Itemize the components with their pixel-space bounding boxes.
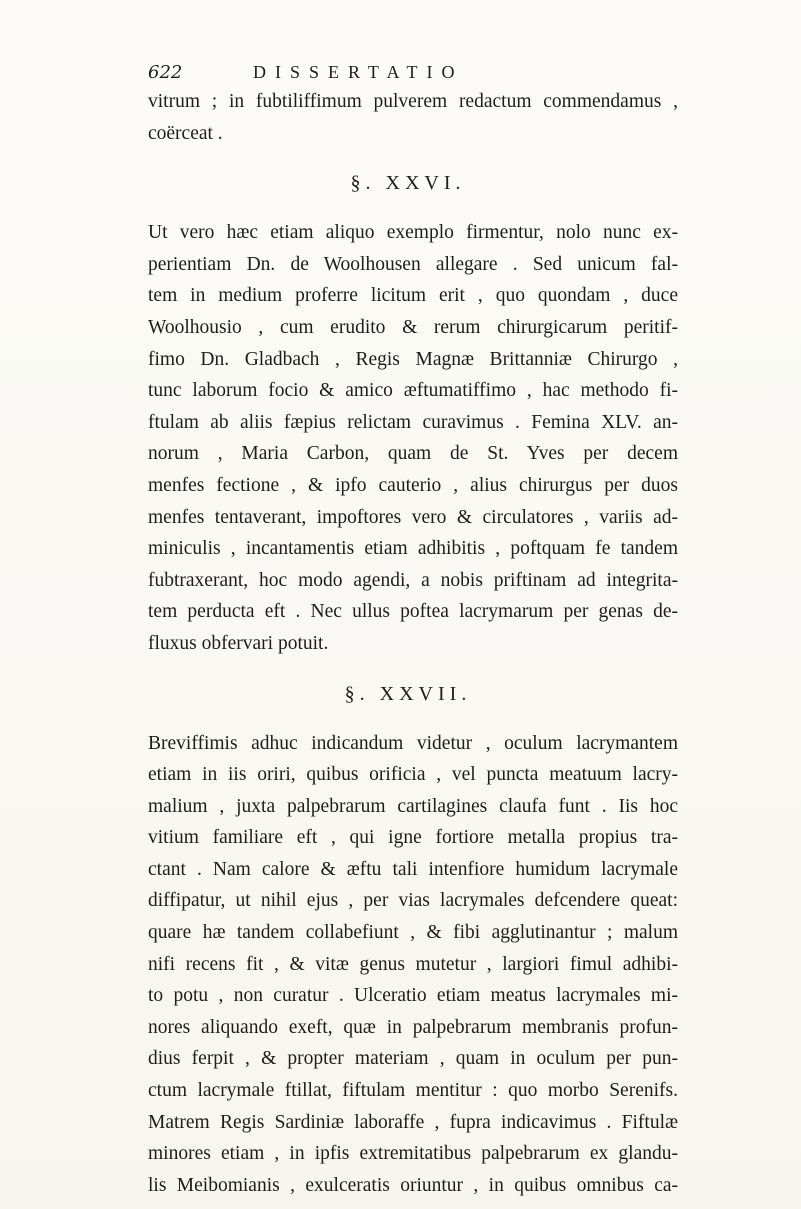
paragraph-3: [148, 728, 678, 1202]
body-text: [148, 86, 678, 1201]
text-line: Woolhousio , cum erudito & rerum chirurgicarum peritif-: [148, 316, 678, 338]
text-line: diffipatur, ut nihil ejus , per vias lacrymales defcendere queat:: [148, 890, 678, 912]
text-line: lis Meibomianis , exulceratis oriuntur , in quibus omnibus ca-: [148, 1174, 678, 1196]
text-line: vitrum ; in fubtiliffimum pulverem redactum commendamus ,: [148, 91, 678, 112]
text-line: malium , juxta palpebrarum cartilagines claufa funt . Iis hoc: [148, 795, 678, 817]
text-line: Ut vero hæc etiam aliquo exemplo firmentur, nolo nunc ex-: [148, 222, 678, 244]
page-number: 622: [148, 62, 183, 83]
text-line: ftulam ab aliis fæpius relictam curavimus . Femina XLV. an-: [148, 411, 678, 433]
text-line: tem perducta eft . Nec ullus poftea lacrymarum per genas de-: [148, 601, 678, 623]
text-line: fluxus obfervari potuit.: [148, 632, 329, 654]
text-line: perientiam Dn. de Woolhousen allegare . Sed unicum fal-: [148, 253, 678, 275]
text-line: Breviffimis adhuc indicandum videtur , oculum lacrymantem: [148, 732, 678, 754]
section-heading-26: §. XXVI.: [350, 172, 466, 195]
text-line: vitium familiare eft , qui igne fortiore metalla propius tra-: [148, 827, 678, 849]
text-line: nores aliquando exeft, quæ in palpebrarum membranis profun-: [148, 1016, 678, 1038]
text-line: norum , Maria Carbon, quam de St. Yves per decem: [148, 443, 678, 465]
text-line: to potu , non curatur . Ulceratio etiam meatus lacrymales mi-: [148, 985, 678, 1007]
text-line: etiam in iis oriri, quibus orificia , vel puncta meatuum lacry-: [148, 764, 678, 786]
text-line: tem in medium proferre licitum erit , quo quondam , duce: [148, 285, 678, 307]
section-heading-27: §. XXVII.: [344, 682, 472, 705]
text-line: ctant . Nam calore & æftu tali intenfiore humidum lacrymale: [148, 858, 678, 880]
text-line: dius ferpit , & propter materiam , quam in oculum per pun-: [148, 1048, 678, 1070]
text-line: nifi recens fit , & vitæ genus mutetur , largiori fimul adhibi-: [148, 953, 678, 975]
paragraph-1: [148, 86, 678, 149]
text-line: tunc laborum focio & amico æftumatiffimo , hac methodo fi-: [148, 380, 678, 402]
text-line: fimo Dn. Gladbach , Regis Magnæ Brittanniæ Chirurgo ,: [148, 348, 678, 370]
running-head-title: DISSERTATIO: [253, 62, 464, 82]
text-line: menfes fectione , & ipfo cauterio , alius chirurgus per duos: [148, 474, 678, 496]
text-line: miniculis , incantamentis etiam adhibitis , poftquam fe tandem: [148, 538, 678, 560]
text-line: menfes tentaverant, impoftores vero & circulatores , variis ad-: [148, 506, 678, 528]
text-line: coërceat .: [148, 122, 223, 144]
running-head: [148, 62, 668, 88]
paragraph-2: [148, 217, 678, 659]
text-line: Matrem Regis Sardiniæ laboraffe , fupra indicavimus . Fiftulæ: [148, 1111, 678, 1133]
text-line: fubtraxerant, hoc modo agendi, a nobis priftinam ad integrita-: [148, 569, 678, 591]
text-line: ctum lacrymale ftillat, fiftulam mentitur : quo morbo Serenifs.: [148, 1080, 678, 1102]
text-line: minores etiam , in ipfis extremitatibus palpebrarum ex glandu-: [148, 1143, 678, 1165]
text-line: quare hæ tandem collabefiunt , & fibi agglutinantur ; malum: [148, 922, 678, 944]
